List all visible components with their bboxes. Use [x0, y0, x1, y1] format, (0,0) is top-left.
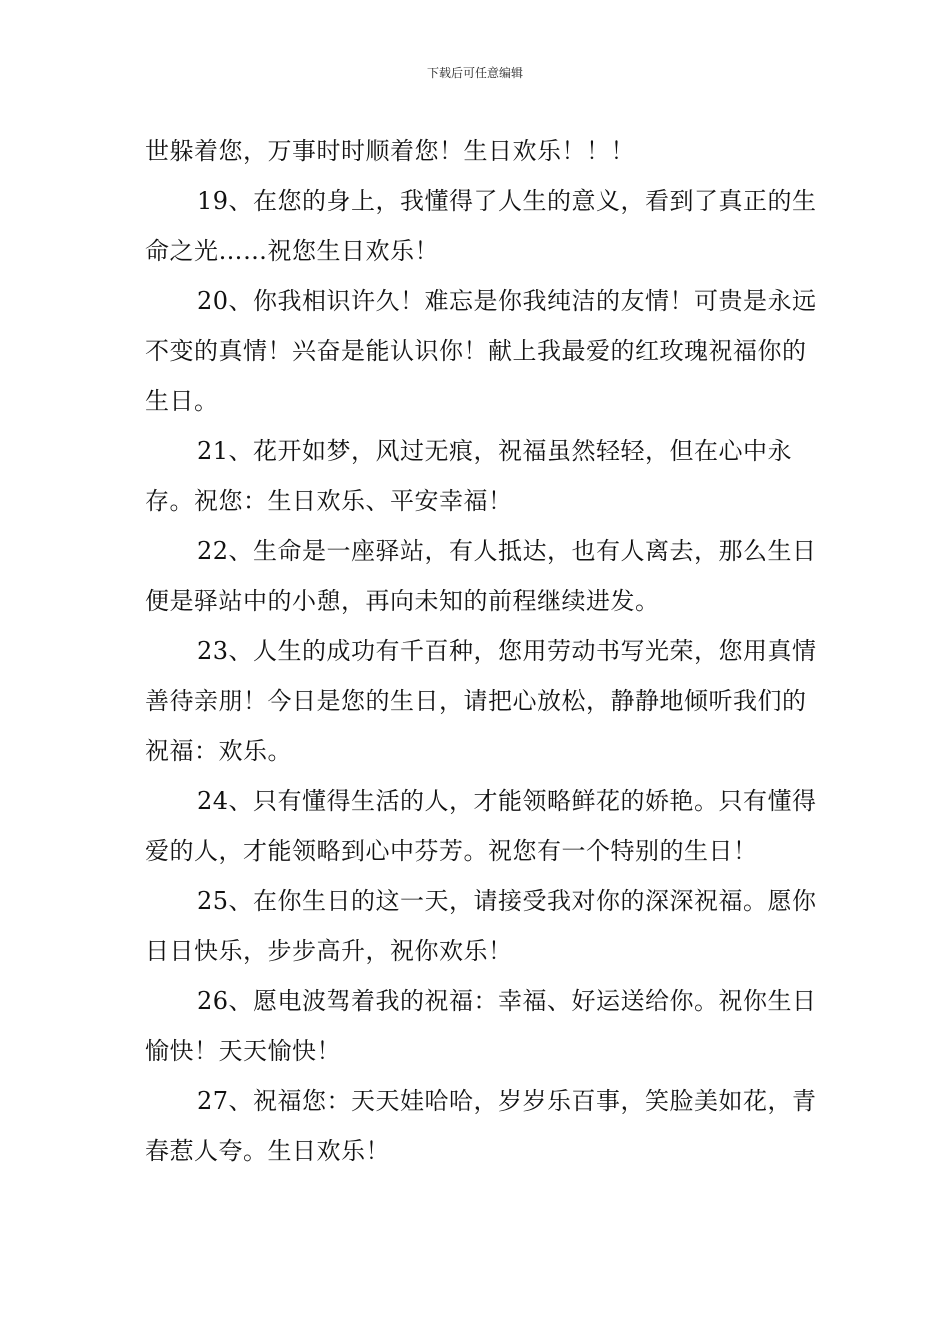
paragraph-19: 19、在您的身上，我懂得了人生的意义，看到了真正的生命之光……祝您生日欢乐！	[145, 187, 817, 265]
page-header: 下载后可任意编辑	[426, 66, 523, 80]
paragraph-25: 25、在你生日的这一天，请接受我对你的深深祝福。愿你日日快乐，步步高升，祝你欢乐！	[145, 887, 817, 965]
paragraph-21: 21、花开如梦，风过无痕，祝福虽然轻轻，但在心中永存。祝您：生日欢乐、平安幸福！	[145, 437, 793, 515]
document-body	[145, 126, 825, 1176]
paragraph-22: 22、生命是一座驿站，有人抵达，也有人离去，那么生日便是驿站中的小憩，再向未知的前程继续进发。	[145, 537, 817, 615]
paragraph-continuation: 世躲着您，万事时时顺着您！生日欢乐！！！	[145, 137, 635, 165]
paragraph-26: 26、愿电波驾着我的祝福：幸福、好运送给你。祝你生日愉快！天天愉快！	[145, 987, 817, 1065]
paragraph-20: 20、你我相识许久！难忘是你我纯洁的友情！可贵是永远不变的真情！兴奋是能认识你！献上我最爱的红玫瑰祝福你的生日。	[145, 287, 817, 415]
paragraph-27: 27、祝福您：天天娃哈哈，岁岁乐百事，笑脸美如花，青春惹人夸。生日欢乐！	[145, 1087, 817, 1165]
paragraph-23: 23、人生的成功有千百种，您用劳动书写光荣，您用真情善待亲朋！今日是您的生日，请把心放松，静静地倾听我们的祝福：欢乐。	[145, 637, 817, 765]
paragraph-24: 24、只有懂得生活的人，才能领略鲜花的娇艳。只有懂得爱的人，才能领略到心中芬芳。祝您有一个特别的生日！	[145, 787, 817, 865]
